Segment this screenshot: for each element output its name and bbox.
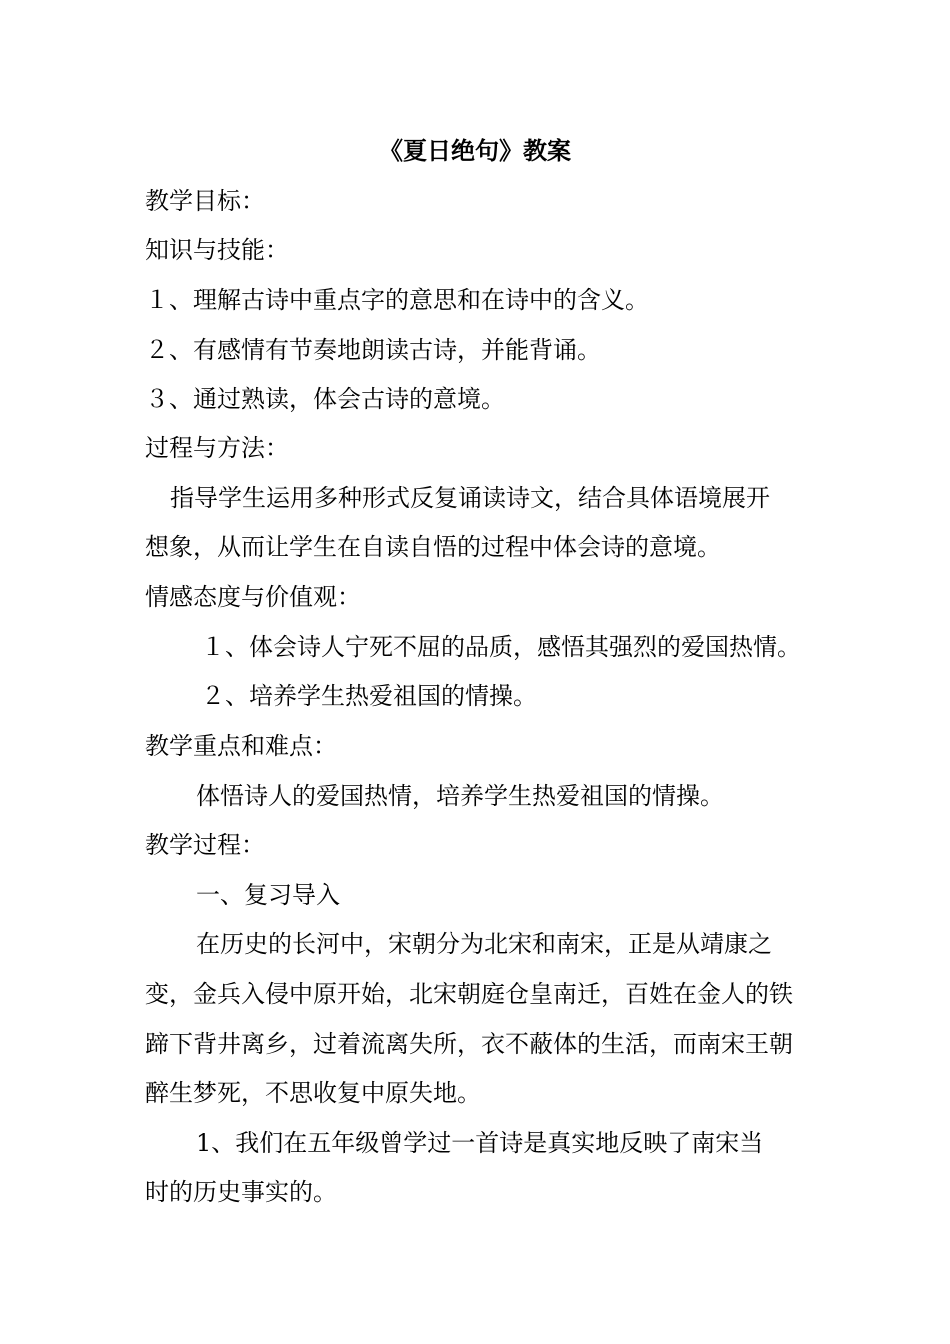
section-review-intro: 一、复习导入	[196, 881, 340, 909]
heading-key-points: 教学重点和难点：	[145, 732, 337, 760]
heading-emotion-values: 情感态度与价值观：	[145, 583, 361, 611]
paragraph-line: 醉生梦死，不思收复中原失地。	[145, 1079, 481, 1107]
paragraph-line: 想象，从而让学生在自读自悟的过程中体会诗的意境。	[145, 533, 721, 561]
heading-teaching-process: 教学过程：	[145, 831, 265, 859]
heading-teaching-goals: 教学目标：	[145, 187, 265, 215]
goal-item-3: ３、通过熟读，体会古诗的意境。	[145, 385, 505, 413]
paragraph-line: 指导学生运用多种形式反复诵读诗文，结合具体语境展开	[170, 484, 770, 512]
goal-item-2: ２、有感情有节奏地朗读古诗，并能背诵。	[145, 336, 601, 364]
heading-process-method: 过程与方法：	[145, 434, 289, 462]
paragraph-line: 1、我们在五年级曾学过一首诗是真实地反映了南宋当	[196, 1129, 764, 1157]
goal-item-1: １、理解古诗中重点字的意思和在诗中的含义。	[145, 286, 649, 314]
key-points-text: 体悟诗人的爱国热情，培养学生热爱祖国的情操。	[196, 782, 724, 810]
emotion-item-1: １、体会诗人宁死不屈的品质，感悟其强烈的爱国热情。	[201, 633, 801, 661]
paragraph-line: 变，金兵入侵中原开始，北宋朝庭仓皇南迁，百姓在金人的铁	[145, 980, 793, 1008]
paragraph-line: 时的历史事实的。	[145, 1178, 337, 1206]
paragraph-line: 在历史的长河中，宋朝分为北宋和南宋，正是从靖康之	[196, 930, 772, 958]
emotion-item-2: ２、培养学生热爱祖国的情操。	[201, 682, 537, 710]
document-title: 《夏日绝句》教案	[379, 136, 571, 165]
heading-knowledge-skills: 知识与技能：	[145, 236, 289, 264]
paragraph-line: 蹄下背井离乡，过着流离失所，衣不蔽体的生活，而南宋王朝	[145, 1030, 793, 1058]
